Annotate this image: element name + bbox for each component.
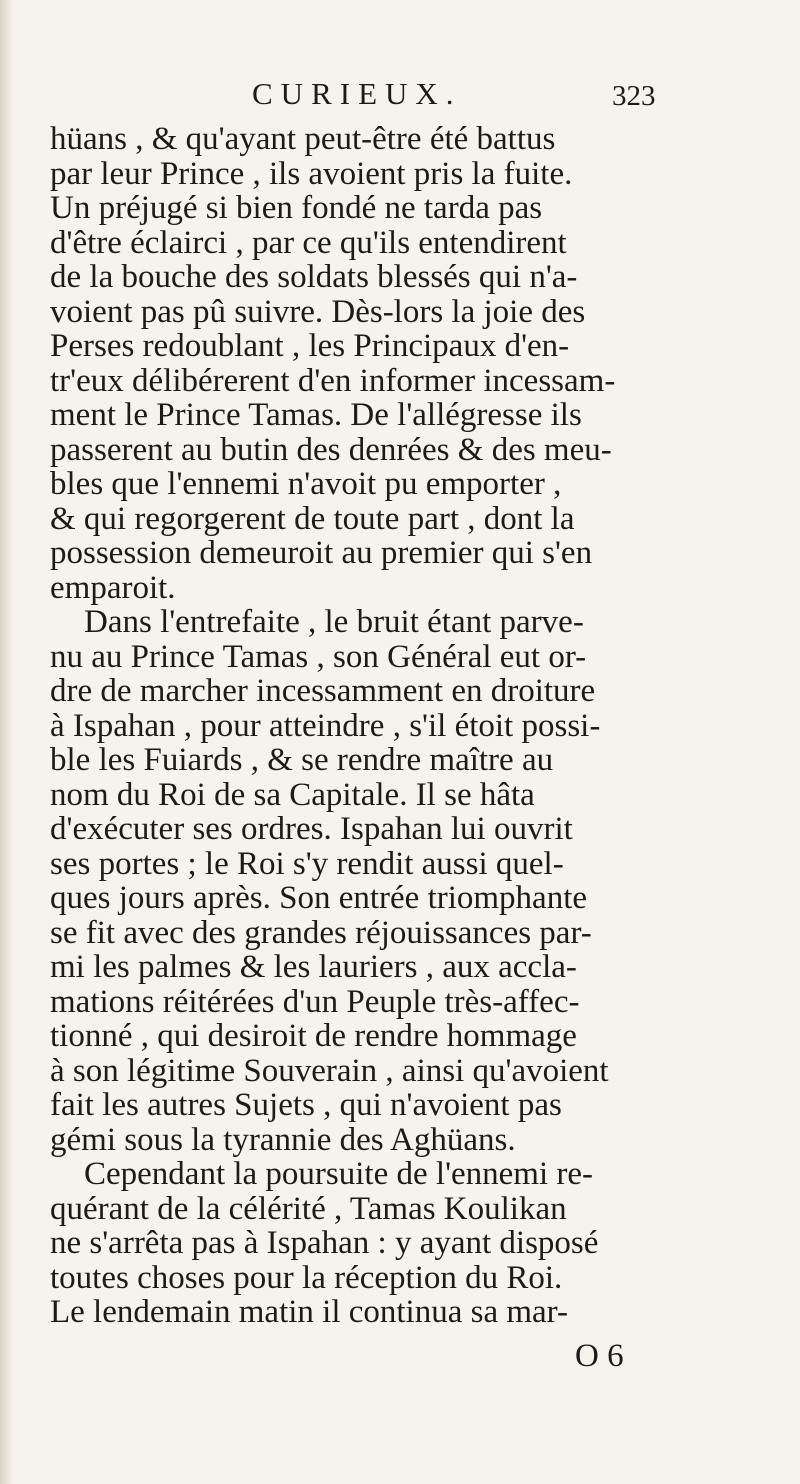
text-line: tr'eux délibérerent d'en informer incessam- [50,362,616,399]
text-line: Un préjugé si bien fondé ne tarda pas [50,190,543,226]
body-text [0,118,800,1418]
page-number: 323 [612,80,656,112]
text-line: voient pas pû suivre. Dès-lors la joie des [50,293,586,330]
text-line: mations réitérées d'un Peuple très-affec- [50,983,580,1020]
text-line: quérant de la célérité , Tamas Koulikan [50,1190,567,1227]
text-line: à son légitime Souverain , ainsi qu'avoient [50,1052,609,1089]
text-line: ment le Prince Tamas. De l'allégresse ils [50,397,582,433]
text-line: toutes choses pour la réception du Roi. [50,1259,563,1296]
text-line: possession demeuroit au premier qui s'en [50,535,593,571]
signature-mark: O 6 [575,1338,624,1374]
text-line: de la bouche des soldats blessés qui n'a- [50,259,578,295]
text-line: bles que l'ennemi n'avoit pu emporter , [50,466,562,502]
text-line: gémi sous la tyrannie des Aghüans. [50,1121,516,1158]
text-line: ble les Fuiards , & se rendre maître au [50,742,554,778]
text-line: ses portes ; le Roi s'y rendit aussi quel- [50,845,564,882]
text-line: d'être éclairci , par ce qu'ils entendirent [50,224,567,261]
text-line: nom du Roi de sa Capitale. Il se hâta [50,776,535,813]
text-line: & qui regorgerent de toute part , dont la [50,500,575,537]
text-line: hüans , & qu'ayant peut-être été battus [50,121,556,157]
text-line: Perses redoublant , les Principaux d'en- [50,328,570,364]
text-line: nu au Prince Tamas , son Général eut or- [50,638,587,675]
text-line: par leur Prince , ils avoient pris la fuite. [50,155,573,192]
text-line: Dans l'entrefaite , le bruit étant parve- [84,604,584,640]
text-line: ne s'arrêta pas à Ispahan : y ayant disposé [50,1225,599,1261]
text-line: à Ispahan , pour atteindre , s'il étoit possi- [50,707,601,744]
text-line: se fit avec des grandes réjouissances par- [50,914,592,951]
text-line: dre de marcher incessamment en droiture [50,673,596,709]
text-line: Le lendemain matin il continua sa mar- [50,1294,568,1330]
text-line: passerent au butin des denrées & des meu- [50,431,612,468]
text-line: d'exécuter ses ordres. Ispahan lui ouvrit [50,811,573,847]
text-line: fait les autres Sujets , qui n'avoient pas [50,1087,562,1123]
text-line: emparoit. [50,569,176,606]
text-line: mi les palmes & les lauriers , aux accla- [50,949,577,985]
text-line: tionné , qui desiroit de rendre hommage [50,1018,577,1054]
text-line: ques jours après. Son entrée triomphante [50,880,588,916]
running-head: CURIEUX. [252,76,462,111]
text-line: Cependant la poursuite de l'ennemi re- [84,1156,594,1192]
